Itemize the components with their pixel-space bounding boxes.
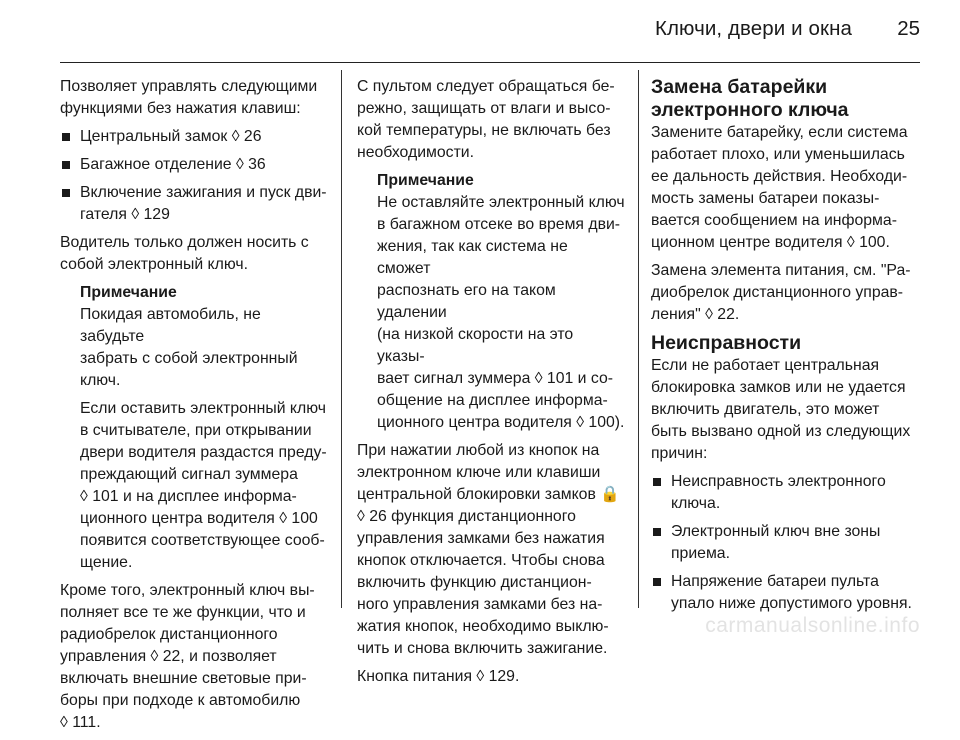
column-1	[60, 76, 328, 740]
paragraph: Замените батарейку, если система работает плохо, или уменьшилась ее дальность действия. Необходи- мость замены батареи показы- вается сообщением на информа- ционном центре водителя ◊ 100.	[651, 124, 908, 251]
note-paragraph: Если оставить электронный ключ в считывателе, при открывании двери водителя раздастся преду- преждающий сигнал зуммера ◊ 101 и на дисплее информа- ционного центра водителя ◊ 100 появится соответствующее сооб- щение.	[80, 400, 327, 571]
list-item	[60, 126, 328, 148]
paragraph: Замена элемента питания, см. "Ра- диобрелок дистанционного управ- ления" ◊ 22.	[651, 262, 911, 323]
bullet-icon	[62, 133, 70, 141]
column-divider	[341, 70, 342, 608]
watermark: carmanualsonline.info	[705, 614, 920, 637]
paragraph: Водитель только должен носить с собой электронный ключ.	[60, 234, 309, 273]
paragraph: Кнопка питания ◊ 129.	[357, 668, 520, 685]
note-box	[80, 282, 328, 574]
list-item	[651, 571, 925, 615]
feature-list	[60, 126, 328, 226]
note-heading: Примечание	[377, 172, 474, 189]
page-number: 25	[897, 17, 920, 40]
section-heading: Неисправности	[651, 332, 802, 354]
list-item	[60, 154, 328, 176]
bullet-icon	[653, 528, 661, 536]
page-header	[60, 0, 920, 63]
note-box	[377, 170, 625, 434]
list-item-text: Напряжение батареи пульта упало ниже допустимого уровня.	[671, 573, 912, 612]
intro-paragraph: Позволяет управлять следующими функциями без нажатия клавиш:	[60, 78, 318, 117]
list-item-text: Багажное отделение ◊ 36	[80, 156, 266, 173]
paragraph: Кроме того, электронный ключ вы- полняет все те же функции, что и радиобрелок дистанционного управления ◊ 22, и позволяет включать внешние световые при- боры при подходе к автомобилю ◊ 111.	[60, 582, 315, 731]
paragraph: При нажатии любой из кнопок на электронном ключе или клавиши центральной блокировки замков 🔒 ◊ 26 функция дистанционного управления замками без нажатия кнопок отключается. Чтобы снова включить функцию дистанцион- ного управления замками без на- жатия кнопок, необходимо выклю- чить и снова включить зажигание.	[357, 442, 620, 657]
bullet-icon	[62, 161, 70, 169]
list-item-text: Неисправность электронного ключа.	[671, 473, 886, 512]
bullet-icon	[62, 189, 70, 197]
bullet-icon	[653, 578, 661, 586]
column-divider	[638, 70, 639, 608]
column-3	[651, 76, 925, 621]
list-item	[60, 182, 328, 226]
list-item-text: Электронный ключ вне зоны приема.	[671, 523, 881, 562]
column-2	[357, 76, 625, 694]
list-item-text: Включение зажигания и пуск дви- гателя ◊ 129	[80, 184, 327, 223]
cause-list	[651, 471, 925, 615]
paragraph: С пультом следует обращаться бе- режно, защищать от влаги и высо- кой температуры, не включать без необходимости.	[357, 78, 615, 161]
note-paragraph: Не оставляйте электронный ключ в багажном отсеке во время дви- жения, так как система не сможет распознать его на таком удалении (на низкой скорости на это указы- вает сигнал зуммера ◊ 101 и со- общение на дисплее информа- ционного центра водителя ◊ 100).	[377, 194, 625, 431]
note-paragraph: Покидая автомобиль, не забудьте забрать с собой электронный ключ.	[80, 306, 298, 389]
section-heading: Замена батарейки электронного ключа	[651, 76, 849, 121]
list-item	[651, 521, 925, 565]
chapter-title: Ключи, двери и окна	[654, 17, 852, 40]
note-heading: Примечание	[80, 284, 177, 301]
list-item-text: Центральный замок ◊ 26	[80, 128, 262, 145]
bullet-icon	[653, 478, 661, 486]
paragraph: Если не работает центральная блокировка замков или не удается включить двигатель, это может быть вызвано одной из следующих причин:	[651, 357, 911, 462]
list-item	[651, 471, 925, 515]
